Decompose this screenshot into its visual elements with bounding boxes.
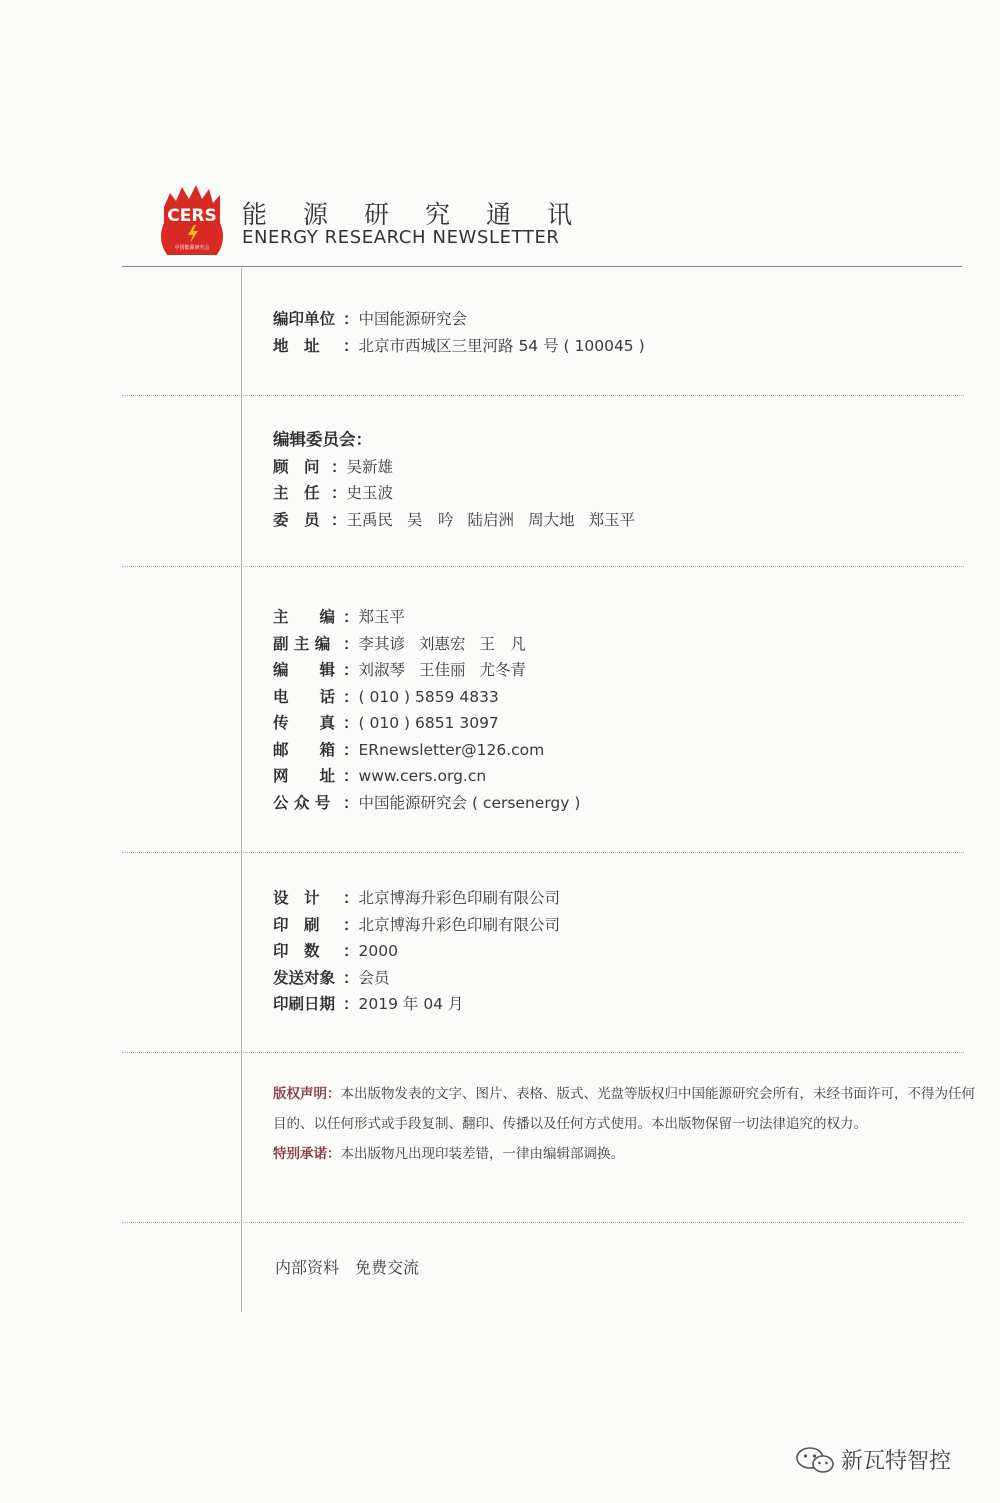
chief-editor-row: 主 编 ：郑玉平 [273, 604, 980, 631]
left-margin-line [241, 268, 242, 1312]
audience-value: 会员 [358, 968, 390, 987]
email-value: ERnewsletter@126.com [358, 740, 545, 759]
print-count-label: 印 数 [273, 942, 320, 960]
deputy-editor-label: 副 主 编 [273, 634, 331, 653]
copyright-text: 本出版物发表的文字、图片、表格、版式、光盘等版权归中国能源研究会所有，未经书面许可，不得为任何目的、以任何形式或手段复制、翻印、传播以及任何方式使用。本出版物保留一切法律追究的权力。 [273, 1086, 975, 1132]
publisher-unit-row: 编印单位 ：中国能源研究会 [273, 306, 980, 333]
printer-label: 印 刷 [273, 915, 320, 934]
promise-label: 特别承诺 [273, 1146, 327, 1162]
chief-editor-label: 主 编 [273, 608, 336, 626]
design-label: 设 计 [273, 889, 320, 907]
publisher-unit-label: 编印单位 [273, 310, 336, 328]
phone-label: 电 话 [273, 687, 336, 706]
section-divider [122, 1052, 964, 1053]
fax-value: ( 010 ) 6851 3097 [358, 714, 499, 732]
audience-row: 发送对象 ：会员 [273, 965, 980, 992]
wechat-account-label: 公 众 号 [273, 793, 331, 812]
print-date-row: 印刷日期 ：2019 年 04 月 [273, 991, 980, 1018]
footer-item: 免费交流 [355, 1258, 420, 1277]
publisher-section [273, 306, 980, 359]
wechat-account-value: 中国能源研究会 ( cersenergy ) [358, 793, 581, 812]
editors-label: 编 辑 [273, 661, 336, 679]
phone-row: 电 话 ：( 010 ) 5859 4833 [273, 684, 980, 711]
publisher-address-row: 地 址 ：北京市西城区三里河路 54 号 ( 100045 ) [273, 333, 980, 360]
audience-label: 发送对象 [273, 968, 336, 987]
watermark-text: 新瓦特智控 [841, 1449, 952, 1474]
committee-director-label: 主 任 [273, 484, 320, 502]
website-row: 网 址 ：www.cers.org.cn [273, 763, 980, 790]
deputy-editor-name: 李其谚 [358, 634, 406, 653]
section-divider [122, 1222, 964, 1223]
committee-section [273, 427, 980, 533]
committee-member: 吴 吟 [407, 510, 454, 529]
footer-note [275, 1255, 435, 1278]
printer-value: 北京博海升彩色印刷有限公司 [358, 915, 561, 934]
phone-value: ( 010 ) 5859 4833 [358, 687, 499, 706]
committee-members-row: 委 员 ：王禹民 吴 吟 陆启洲 周大地 郑玉平 [273, 507, 980, 534]
committee-advisor-label: 顾 问 [273, 457, 320, 476]
website-value: www.cers.org.cn [358, 767, 487, 785]
wechat-icon [795, 1446, 835, 1474]
committee-advisor-value: 吴新雄 [346, 457, 394, 476]
committee-member: 陆启洲 [467, 510, 515, 529]
committee-advisor-row: 顾 问 ：吴新雄 [273, 454, 980, 481]
email-row: 邮 箱 ：ERnewsletter@126.com [273, 737, 980, 764]
printing-section [273, 885, 980, 1018]
logo-subtext: 中国能源研究会 [174, 245, 210, 251]
section-divider [122, 566, 964, 567]
publisher-address-value: 北京市西城区三里河路 54 号 ( 100045 ) [358, 336, 645, 355]
printer-row: 印 刷 ：北京博海升彩色印刷有限公司 [273, 912, 980, 939]
fax-label: 传 真 [273, 714, 336, 732]
editor-name: 尤冬青 [479, 661, 527, 679]
editor-name: 刘淑琴 [358, 661, 406, 679]
committee-members-label: 委 员 [273, 510, 320, 529]
print-count-value: 2000 [358, 942, 398, 960]
publisher-unit-value: 中国能源研究会 [358, 310, 468, 328]
deputy-editor-name: 刘惠宏 [419, 634, 466, 653]
newsletter-title-cn: 能源研究通讯 [242, 200, 609, 229]
committee-director-row: 主 任 ：史玉波 [273, 480, 980, 507]
wechat-account-row: 公 众 号 ：中国能源研究会 ( cersenergy ) [273, 790, 980, 817]
wechat-watermark [795, 1444, 975, 1476]
notice-section [273, 1079, 980, 1169]
committee-member: 郑玉平 [588, 510, 636, 529]
committee-member: 周大地 [528, 510, 575, 529]
footer-item: 内部资料 [275, 1258, 340, 1277]
design-value: 北京博海升彩色印刷有限公司 [358, 889, 561, 907]
deputy-editor-row: 副 主 编 ：李其谚 刘惠宏 王 凡 [273, 631, 980, 658]
print-date-label: 印刷日期 [273, 995, 336, 1013]
deputy-editor-name: 王 凡 [479, 634, 527, 653]
header-divider [122, 266, 962, 267]
fax-row: 传 真 ：( 010 ) 6851 3097 [273, 710, 980, 737]
promise-text: 本出版物凡出现印装差错，一律由编辑部调换。 [340, 1146, 624, 1162]
editor-name: 王佳丽 [419, 661, 466, 679]
copyright-label: 版权声明 [273, 1086, 327, 1102]
print-date-value: 2019 年 04 月 [358, 995, 464, 1013]
website-label: 网 址 [273, 767, 336, 785]
newsletter-title-en: ENERGY RESEARCH NEWSLETTER [242, 227, 560, 248]
editors-row: 编 辑 ：刘淑琴 王佳丽 尤冬青 [273, 657, 980, 684]
print-count-row: 印 数 ：2000 [273, 938, 980, 965]
publisher-address-label: 地 址 [273, 336, 320, 355]
section-divider [122, 395, 964, 396]
committee-member: 王禹民 [346, 510, 394, 529]
design-row: 设 计 ：北京博海升彩色印刷有限公司 [273, 885, 980, 912]
special-promise: 特别承诺：本出版物凡出现印装差错，一律由编辑部调换。 [273, 1146, 624, 1162]
email-label: 邮 箱 [273, 740, 336, 759]
editorial-section [273, 604, 980, 816]
committee-director-value: 史玉波 [346, 484, 394, 502]
cers-logo [158, 183, 226, 255]
logo-text: CERS [167, 206, 217, 226]
chief-editor-value: 郑玉平 [358, 608, 406, 626]
section-divider [122, 852, 964, 853]
copyright-notice: 版权声明：本出版物发表的文字、图片、表格、版式、光盘等版权归中国能源研究会所有，未经书面许可，不得为任何目的、以任何形式或手段复制、翻印、传播以及任何方式使用。本出版物保留一切法律追究的权力。 [273, 1086, 975, 1132]
committee-heading: 编辑委员会： [273, 430, 372, 449]
